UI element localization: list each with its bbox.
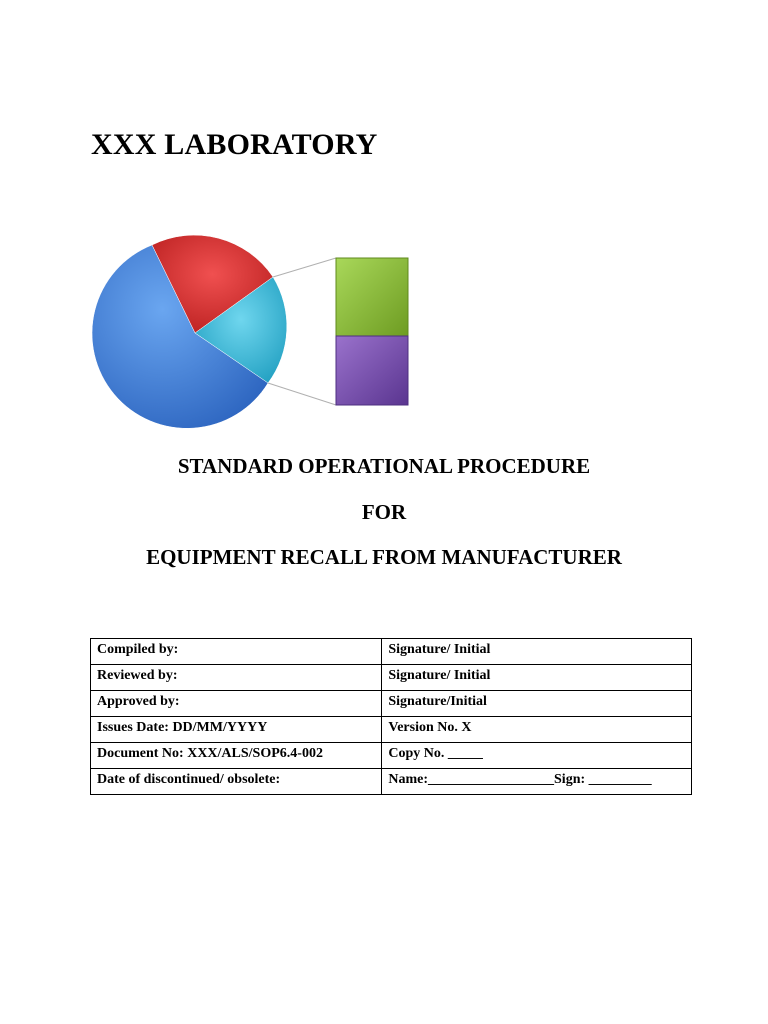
table-cell: Signature/ Initial (382, 665, 692, 691)
pie-of-pie-chart-icon (90, 225, 420, 440)
table-cell: Signature/Initial (382, 691, 692, 717)
procedure-for-heading: FOR (361, 500, 407, 524)
laboratory-title: XXX LABORATORY (91, 128, 378, 161)
table-row (91, 769, 692, 795)
table-row (91, 743, 692, 769)
table-cell: Name:__________________Sign: _________ (382, 769, 692, 795)
table-cell: Approved by: (91, 691, 382, 717)
table-cell: Issues Date: DD/MM/YYYY (91, 717, 382, 743)
table-cell: Copy No. _____ (382, 743, 692, 769)
table-cell: Date of discontinued/ obsolete: (91, 769, 382, 795)
table-cell: Document No: XXX/ALS/SOP6.4-002 (91, 743, 382, 769)
table-row (91, 665, 692, 691)
table-row (91, 717, 692, 743)
table-row (91, 639, 692, 665)
document-control-table (90, 638, 692, 795)
table-cell: Compiled by: (91, 639, 382, 665)
table-cell: Version No. X (382, 717, 692, 743)
table-cell: Signature/ Initial (382, 639, 692, 665)
table-cell: Reviewed by: (91, 665, 382, 691)
table-row (91, 691, 692, 717)
procedure-subject-heading: EQUIPMENT RECALL FROM MANUFACTURER (146, 545, 622, 569)
procedure-heading: STANDARD OPERATIONAL PROCEDURE (177, 454, 591, 478)
